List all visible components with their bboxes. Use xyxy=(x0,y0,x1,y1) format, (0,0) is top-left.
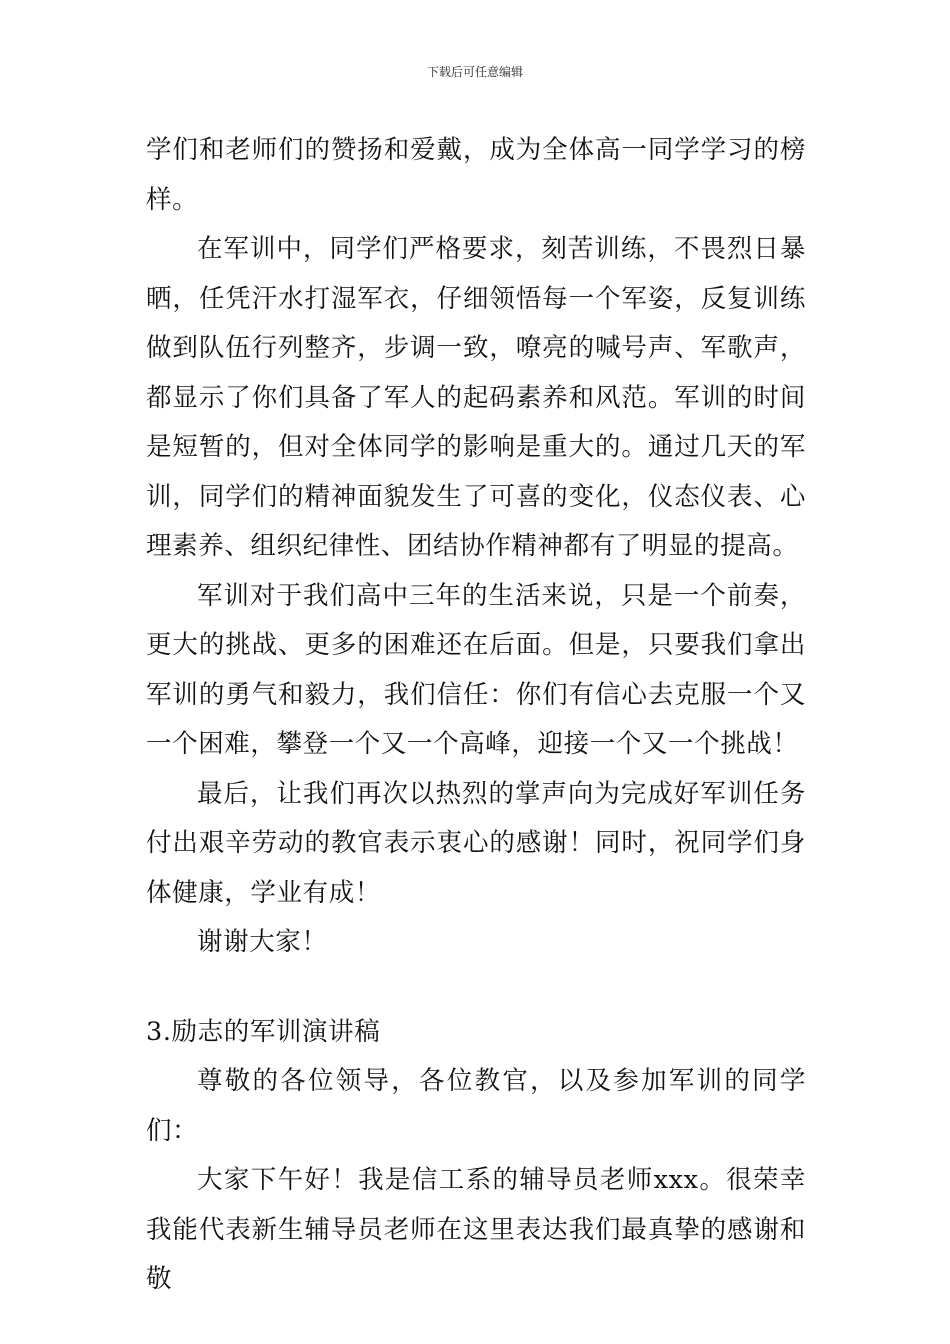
section-heading: 3.励志的军训演讲稿 xyxy=(146,1016,381,1047)
paragraph-training: 在军训中，同学们严格要求，刻苦训练，不畏烈日暴晒，任凭汗水打湿军衣，仔细领悟每一个军姿，反复训练做到队伍行列整齐，步调一致，嘹亮的喊号声、军歌声，都显示了你们具备了军人的起码素养和风范。军训的时间是短暂的，但对全体同学的影响是重大的。通过几天的军训，同学们的精神面貌发生了可喜的变化，仪态仪表、心理素养、组织纪律性、团结协作精神都有了明显的提高。 xyxy=(146,234,806,561)
paragraph-continuation: 学们和老师们的赞扬和爱戴，成为全体高一同学学习的榜样。 xyxy=(146,135,806,215)
paragraph-greeting: 大家下午好！我是信工系的辅导员老师xxx。很荣幸我能代表新生辅导员老师在这里表达我们最真挚的感谢和敬 xyxy=(146,1165,806,1294)
paragraph-closing: 谢谢大家！ xyxy=(197,927,328,957)
section-spacer xyxy=(146,968,806,1008)
header-note: 下载后可任意编辑 xyxy=(426,65,523,79)
paragraph-prelude: 军训对于我们高中三年的生活来说，只是一个前奏，更大的挑战、更多的困难还在后面。但是，只要我们拿出军训的勇气和毅力，我们信任：你们有信心去克服一个又一个困难，攀登一个又一个高峰，迎接一个又一个挑战！ xyxy=(146,580,806,759)
document-body xyxy=(146,126,806,1305)
paragraph-thanks: 最后，让我们再次以热烈的掌声向为完成好军训任务付出艰辛劳动的教官表示衷心的感谢！同时，祝同学们身体健康，学业有成！ xyxy=(146,778,806,908)
paragraph-salutation: 尊敬的各位领导，各位教官，以及参加军训的同学们： xyxy=(146,1066,806,1146)
